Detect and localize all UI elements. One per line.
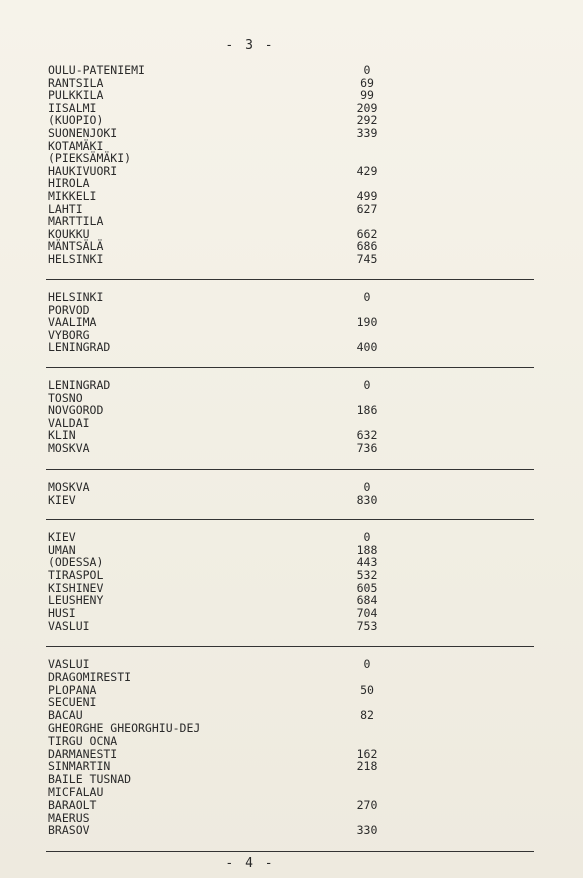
distance-km: 209 [356,100,378,115]
place-name: UMAN [48,542,76,557]
distance-km: 684 [356,593,378,608]
route-row [48,799,388,812]
place-name: RANTSILA [48,75,104,90]
place-name: HELSINKI [48,251,104,266]
place-name: KISHINEV [48,580,104,595]
place-name: TIRASPOL [48,568,104,583]
place-name: LENINGRAD [48,378,111,392]
place-name: HUSI [48,606,76,621]
route-row [48,735,388,748]
route-row [48,658,388,671]
distance-km: 605 [356,580,378,595]
route-row [48,594,388,607]
page-number-top: - 3 - [225,38,275,53]
place-name: (PIEKSÄMÄKI) [48,151,132,166]
distance-km: 292 [356,113,378,128]
route-row [48,404,388,417]
distance-km: 270 [356,797,378,812]
place-name: VALDAI [48,415,90,430]
section-divider [46,469,534,470]
distance-km: 82 [360,708,374,723]
distance-km: 0 [363,657,371,671]
distance-km: 190 [356,315,378,330]
route-row [48,494,388,507]
route-section [48,531,388,633]
place-name: SECUENI [48,695,97,710]
distance-km: 662 [356,226,378,241]
distance-km: 0 [363,378,371,392]
route-row [48,442,388,455]
place-name: MICFALAU [48,784,104,799]
place-name: KIEV [48,492,76,507]
place-name: BRASOV [48,823,90,838]
route-row [48,569,388,582]
route-row [48,671,388,684]
place-name: VAALIMA [48,315,97,330]
route-row [48,607,388,620]
distance-km: 736 [356,440,378,455]
route-row [48,127,388,140]
place-name: MÄNTSÄLÄ [48,239,104,254]
place-name: SINMARTIN [48,759,111,774]
section-divider [46,646,534,647]
route-row [48,215,388,228]
distance-km: 627 [356,201,378,216]
section-divider [46,367,534,368]
place-name: GHEORGHE GHEORGHIU-DEJ [48,720,201,735]
route-row [48,64,388,77]
distance-km: 69 [360,75,374,90]
section-divider [46,851,534,852]
place-name: KOTAMÄKI [48,138,104,153]
distance-km: 830 [356,492,378,507]
route-section [48,64,388,266]
route-row [48,89,388,102]
place-name: PORVOD [48,302,90,317]
place-name: BACAU [48,708,83,723]
route-row [48,824,388,837]
place-name: NOVGOROD [48,403,104,418]
distance-km: 0 [363,530,371,544]
place-name: MIKKELI [48,188,97,203]
place-name: MAERUS [48,810,90,825]
distance-km: 429 [356,163,378,178]
distance-km: 400 [356,340,378,355]
place-name: IISALMI [48,100,97,115]
place-name: VASLUI [48,618,90,633]
route-row [48,165,388,178]
route-row [48,722,388,735]
place-name: HELSINKI [48,290,104,304]
section-divider [46,519,534,520]
place-name: MOSKVA [48,440,90,455]
route-row [48,291,388,304]
place-name: MARTTILA [48,214,104,229]
route-row [48,696,388,709]
distance-km: 0 [363,480,371,494]
route-row [48,253,388,266]
distance-km: 745 [356,251,378,266]
distance-km: 499 [356,188,378,203]
place-name: VYBORG [48,327,90,342]
page-number-bottom: - 4 - [225,856,275,871]
route-row [48,190,388,203]
distance-km: 753 [356,618,378,633]
route-row [48,417,388,430]
place-name: LEUSHENY [48,593,104,608]
route-row [48,531,388,544]
place-name: VASLUI [48,657,90,671]
distance-km: 99 [360,88,374,103]
place-name: DARMANESTI [48,746,118,761]
place-name: HAUKIVUORI [48,163,118,178]
place-name: BAILE TUSNAD [48,772,132,787]
distance-km: 339 [356,125,378,140]
place-name: (KUOPIO) [48,113,104,128]
distance-km: 686 [356,239,378,254]
place-name: KIEV [48,530,76,544]
route-section [48,658,388,837]
place-name: (ODESSA) [48,555,104,570]
route-row [48,316,388,329]
distance-km: 186 [356,403,378,418]
route-row [48,684,388,697]
distance-km: 330 [356,823,378,838]
place-name: OULU-PATENIEMI [48,63,145,77]
place-name: KLIN [48,428,76,443]
place-name: KOUKKU [48,226,90,241]
route-row [48,304,388,317]
section-divider [46,279,534,280]
place-name: PLOPANA [48,682,97,697]
route-section [48,291,388,354]
distance-km: 704 [356,606,378,621]
distance-km: 188 [356,542,378,557]
place-name: MOSKVA [48,480,90,494]
route-row [48,812,388,825]
place-name: PULKKILA [48,88,104,103]
place-name: HIROLA [48,176,90,191]
distance-km: 162 [356,746,378,761]
place-name: TOSNO [48,390,83,405]
route-row [48,177,388,190]
place-name: LAHTI [48,201,83,216]
place-name: DRAGOMIRESTI [48,669,132,684]
route-row [48,786,388,799]
route-row [48,620,388,633]
place-name: LENINGRAD [48,340,111,355]
place-name: BARAOLT [48,797,97,812]
place-name: SUONENJOKI [48,125,118,140]
route-row [48,379,388,392]
distance-km: 632 [356,428,378,443]
route-row [48,341,388,354]
distance-km: 0 [363,290,371,304]
route-row [48,429,388,442]
route-row [48,481,388,494]
distance-km: 532 [356,568,378,583]
distance-km: 218 [356,759,378,774]
route-row [48,152,388,165]
route-section [48,481,388,506]
route-section [48,379,388,455]
distance-km: 0 [363,63,371,77]
place-name: TIRGU OCNA [48,733,118,748]
distance-km: 443 [356,555,378,570]
distance-km: 50 [360,682,374,697]
